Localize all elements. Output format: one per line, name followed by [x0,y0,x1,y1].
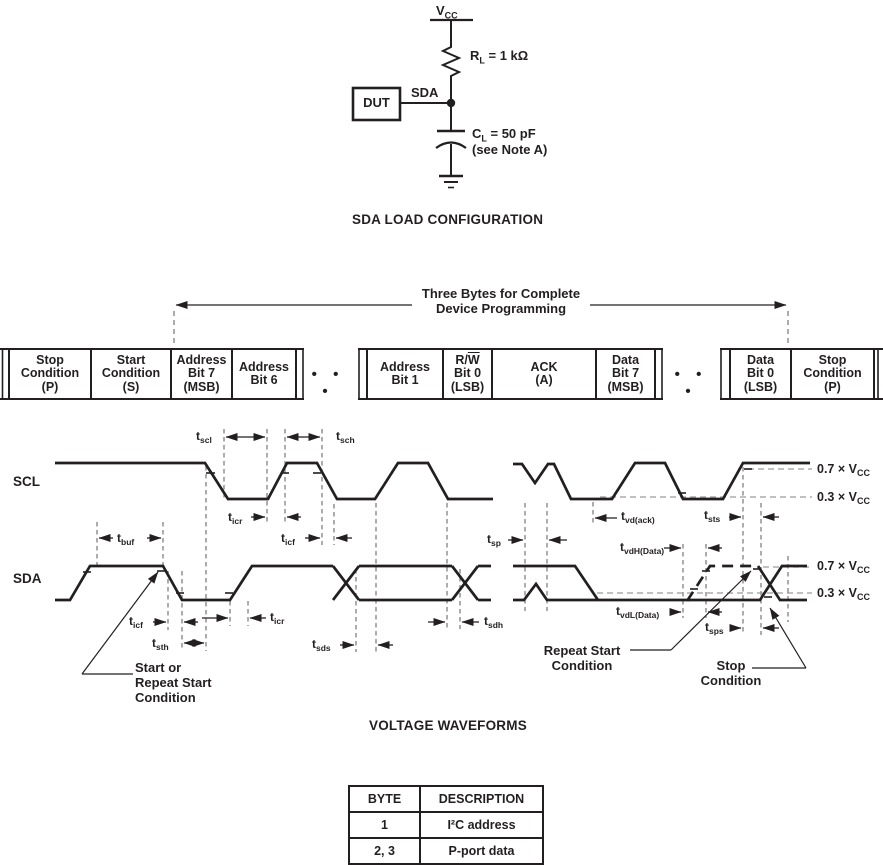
tvdl-label: $t_{vdL(Data)}$ [616,604,660,620]
byte-cell-data0: Data Bit 0 (LSB) [729,348,792,400]
tsth-label: $t_{sth}$ [152,636,169,652]
byte-column-header: BYTE [349,786,420,812]
threshold-level-lines [597,469,812,593]
scl-waveform [55,463,810,499]
sda-row-label: SDA [13,571,42,586]
start-or-repeat-start-annotation: Start or Repeat Start Condition [135,660,212,705]
byte-cell-rw: $R/\overline{W}$ Bit 0 (LSB) [442,348,493,400]
waveforms-caption: VOLTAGE WAVEFORMS [369,718,527,733]
byte-1-cell: 1 [349,812,420,838]
byte-cell-data7: Data Bit 7 (MSB) [595,348,656,400]
circuit-caption: SDA LOAD CONFIGURATION [352,212,544,227]
ellipsis-dots-right: • • • [674,366,708,400]
scl-row-label: SCL [13,474,40,489]
ticr-sda-label: $t_{icr}$ [270,610,285,626]
three-bytes-annotation: Three Bytes for Complete Device Programming [412,287,590,316]
byte-description-table [348,785,544,865]
cl-label: $C_L = 50$ pF [472,126,536,144]
vcc-label: $V_{CC}$ [436,3,458,21]
stop-condition-annotation: Stop Condition [700,658,762,688]
rl-label: $R_L = 1$ kΩ [470,48,529,66]
sda-level-07-label: $0.7 \times V_{CC}$ [817,559,870,575]
sda-level-03-label: $0.3 \times V_{CC}$ [817,586,870,602]
byte-1-description: I²C address [420,812,543,838]
byte-cell-stop-right: Stop Condition (P) [790,348,875,400]
table-row [349,812,543,838]
byte-cell-stop-left: Stop Condition (P) [8,348,92,400]
sda-net-label: SDA [411,85,439,100]
table-row [349,838,543,864]
tsts-label: $t_{sts}$ [704,508,721,524]
byte-23-cell: 2, 3 [349,838,420,864]
edge-ticks [83,469,772,597]
dut-label: DUT [363,95,390,110]
ticr-scl-label: $t_{icr}$ [228,510,243,526]
ticf-scl-label: $t_{icf}$ [281,531,295,547]
tsps-label: $t_{sps}$ [705,620,724,636]
tscl-label: $t_{scl}$ [196,429,212,445]
tsch-label: $t_{sch}$ [336,429,355,445]
tsp-label: $t_{sp}$ [487,532,501,548]
description-column-header: DESCRIPTION [420,786,543,812]
cl-note: (see Note A) [472,142,548,157]
tvdack-label: $t_{vd(ack)}$ [621,509,655,525]
tsds-label: $t_{sds}$ [312,637,331,653]
ticf-sda-label: $t_{icf}$ [129,614,143,630]
table-header-row [349,786,543,812]
tvdh-label: $t_{vdH(Data)}$ [620,540,665,556]
scl-level-03-label: $0.3 \times V_{CC}$ [817,490,870,506]
byte-cell-start: Start Condition (S) [90,348,172,400]
repeat-start-annotation: Repeat Start Condition [543,643,621,673]
byte-cell-ack: ACK (A) [491,348,597,400]
byte-cell-addr6: Address Bit 6 [231,348,297,400]
byte-23-description: P-port data [420,838,543,864]
scl-level-07-label: $0.7 \times V_{CC}$ [817,462,870,478]
tbuf-label: $t_{buf}$ [117,531,135,547]
byte-cell-addr7: Address Bit 7 (MSB) [170,348,233,400]
dimension-arrows [99,437,779,645]
byte-cell-addr1: Address Bit 1 [366,348,444,400]
tsdh-label: $t_{sdh}$ [484,614,504,630]
ellipsis-dots-left: • • • [311,366,345,400]
